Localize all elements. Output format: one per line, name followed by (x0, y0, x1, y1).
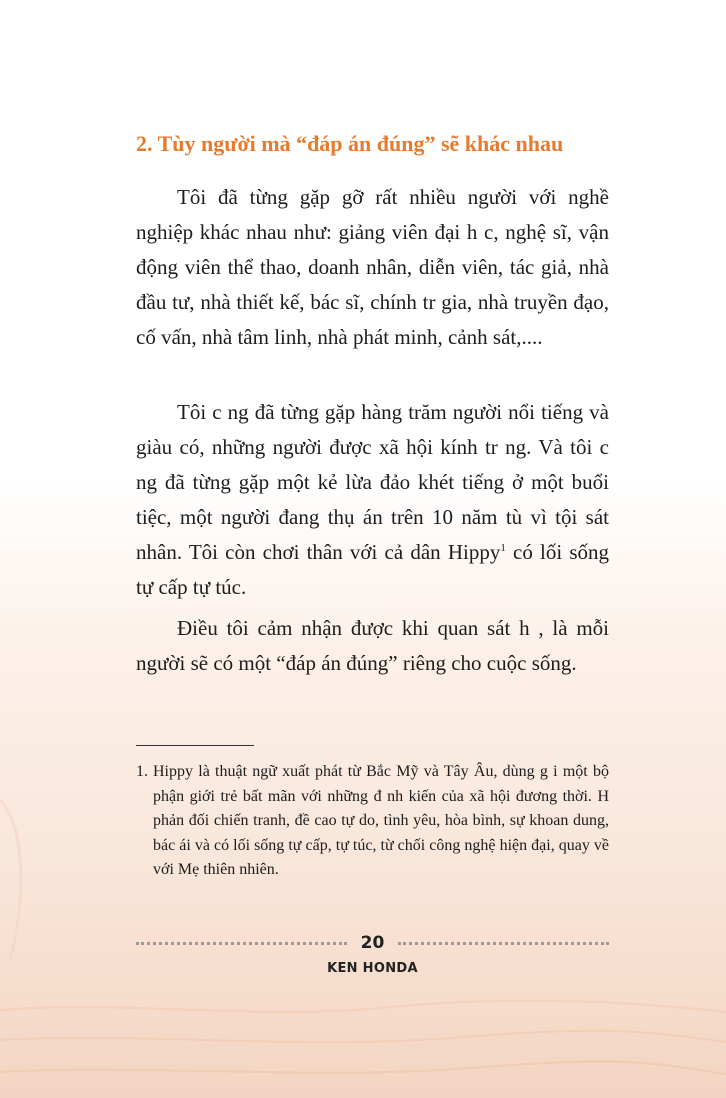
page-number: 20 (360, 933, 385, 953)
paragraph-3: Điều tôi cảm nhận được khi quan sát h , là mỗi người sẽ có một “đáp án đúng” riêng cho cuộc sống. (136, 616, 609, 675)
paragraph-2 (136, 395, 609, 605)
author-name: KEN HONDA (327, 961, 418, 976)
paragraph-2-text: Tôi c ng đã từng gặp hàng trăm người nổi tiếng và giàu có, những người được xã hội kính tr ng. Và tôi c ng đã từng gặp một kẻ lừa đảo khét tiếng ở một buổi tiệc, một người đang thụ án trên 10 năm tù vì tội sát nhân. Tôi còn chơi thân với cả dân Hippy (136, 400, 609, 564)
footnote (136, 760, 609, 883)
footnote-divider (136, 745, 254, 746)
dotted-rule-left (136, 942, 347, 945)
dotted-rule-right (398, 942, 609, 945)
paragraph-1: Tôi đã từng gặp gỡ rất nhiều người với nghề nghiệp khác nhau như: giảng viên đại h c, nghệ sĩ, vận động viên thể thao, doanh nhân, diễn viên, tác giả, nhà đầu tư, nhà thiết kế, bác sĩ, chính tr gia, nhà truyền đạo, cố vấn, nhà tâm linh, nhà phát minh, cảnh sát,.... (136, 185, 609, 349)
footnote-text: Hippy là thuật ngữ xuất phát từ Bắc Mỹ và Tây Âu, dùng g i một bộ phận giới trẻ bất mãn với những đ nh kiến của xã hội đương thời. H phản đối chiến tranh, đề cao tự do, tình yêu, hòa bình, sự khoan dung, bác ái và có lối sống tự cấp, tự túc, từ chối công nghệ hiện đại, quay về với Mẹ thiên nhiên. (153, 763, 609, 879)
page-folio (136, 931, 609, 955)
footnote-reference: 1 (500, 542, 506, 554)
footnote-number: 1. (136, 763, 148, 780)
section-heading: 2. Tùy người mà “đáp án đúng” sẽ khác nhau (136, 131, 564, 156)
paragraph-2-text-end: có lối sống tự cấp tự túc. (136, 540, 609, 599)
